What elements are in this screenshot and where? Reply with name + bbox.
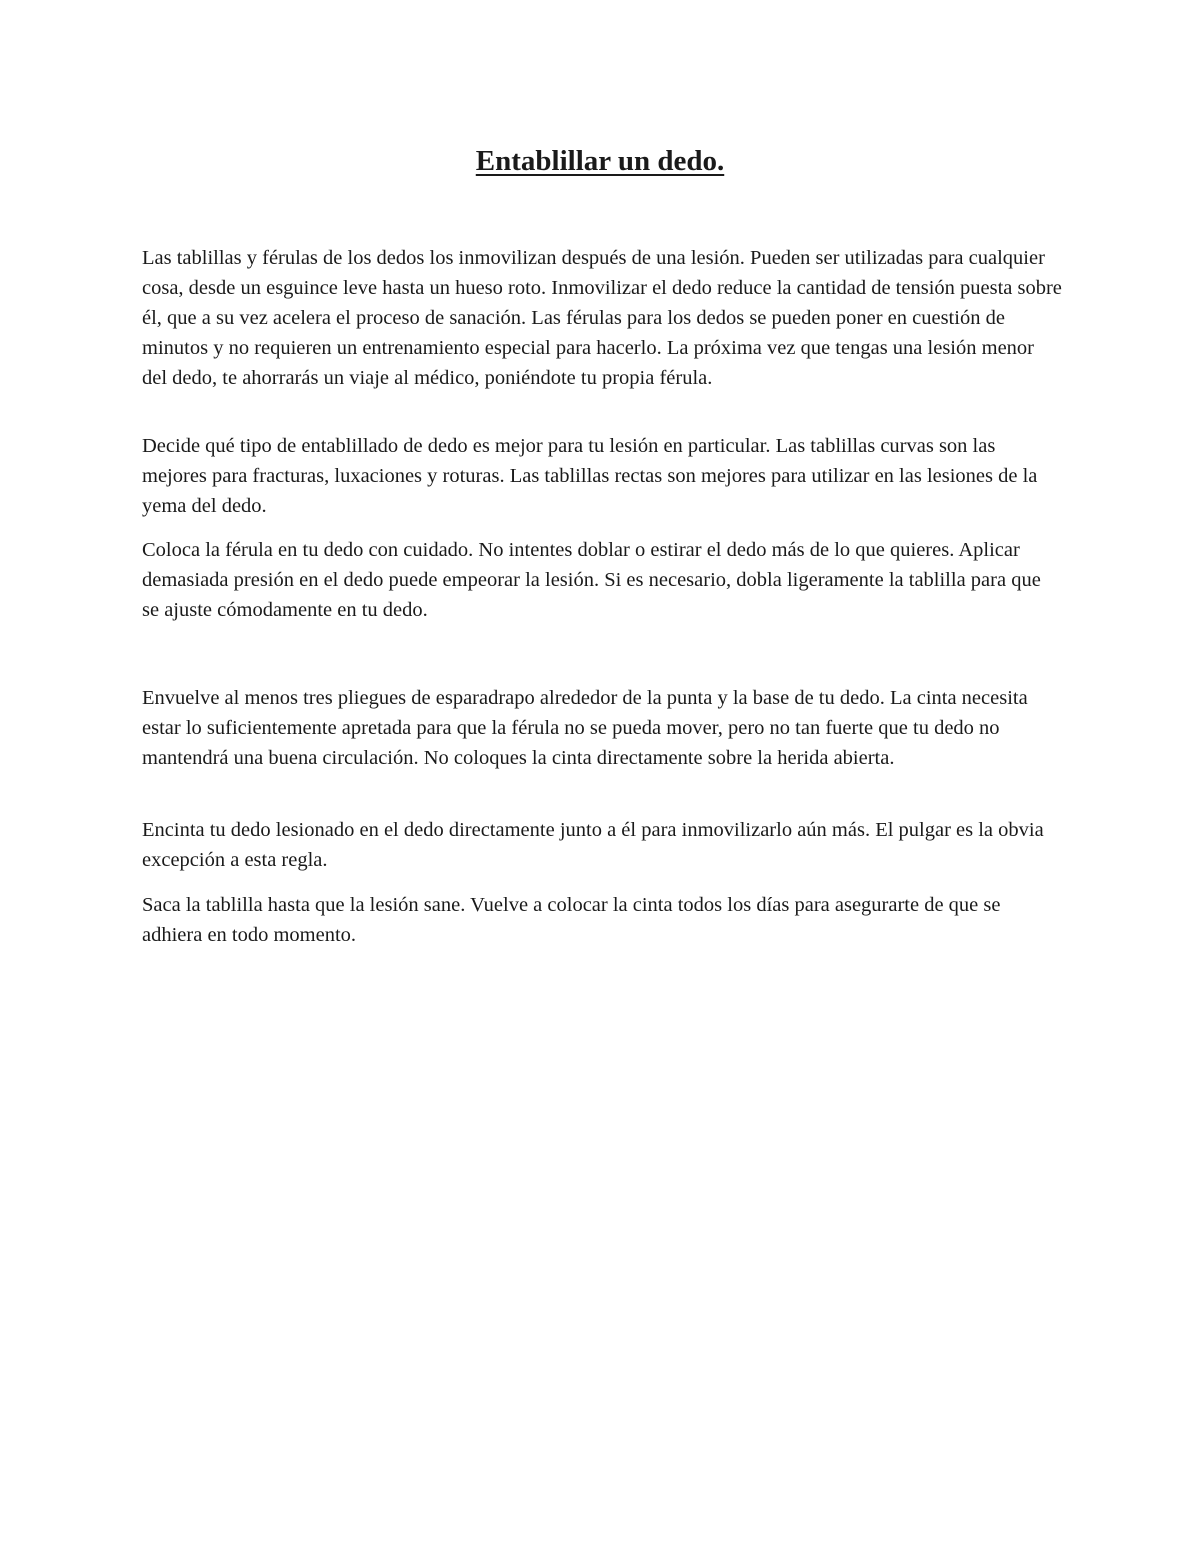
paragraph-choose-splint: Decide qué tipo de entablillado de dedo es mejor para tu lesión en particular. Las tablillas curvas son las mejores para fracturas, luxaciones y roturas. Las tablillas rectas son mejores para utilizar en las lesiones de la yema del dedo. bbox=[142, 435, 1038, 517]
paragraph-place-splint: Coloca la férula en tu dedo con cuidado. No intentes doblar o estirar el dedo más de lo que quieres. Aplicar demasiada presión en el dedo puede empeorar la lesión. Si es necesario, dobla ligeramente la tablilla para que se ajuste cómodamente en tu dedo. bbox=[142, 539, 1041, 621]
paragraph-remove-splint: Saca la tablilla hasta que la lesión sane. Vuelve a colocar la cinta todos los días para asegurarte de que se adhiera en todo momento. bbox=[142, 894, 1001, 946]
paragraph-intro: Las tablillas y férulas de los dedos los inmovilizan después de una lesión. Pueden ser utilizadas para cualquier cosa, desde un esguince leve hasta un hueso roto. Inmovilizar el dedo reduce la cantidad de tensión puesta sobre él, que a su vez acelera el proceso de sanación. Las férulas para los dedos se pueden poner en cuestión de minutos y no requieren un entrenamiento especial para hacerlo. La próxima vez que tengas una lesión menor del dedo, te ahorrarás un viaje al médico, poniéndote tu propia férula. bbox=[142, 247, 1062, 389]
paragraph-buddy-tape: Encinta tu dedo lesionado en el dedo directamente junto a él para inmovilizarlo aún más. El pulgar es la obvia excepción a esta regla. bbox=[142, 819, 1044, 871]
paragraph-wrap-tape: Envuelve al menos tres pliegues de esparadrapo alrededor de la punta y la base de tu dedo. La cinta necesita estar lo suficientemente apretada para que la férula no se pueda mover, pero no tan fuerte que tu dedo no mantendrá una buena circulación. No coloques la cinta directamente sobre la herida abierta. bbox=[142, 687, 1028, 769]
document-title: Entablillar un dedo. bbox=[475, 145, 725, 177]
